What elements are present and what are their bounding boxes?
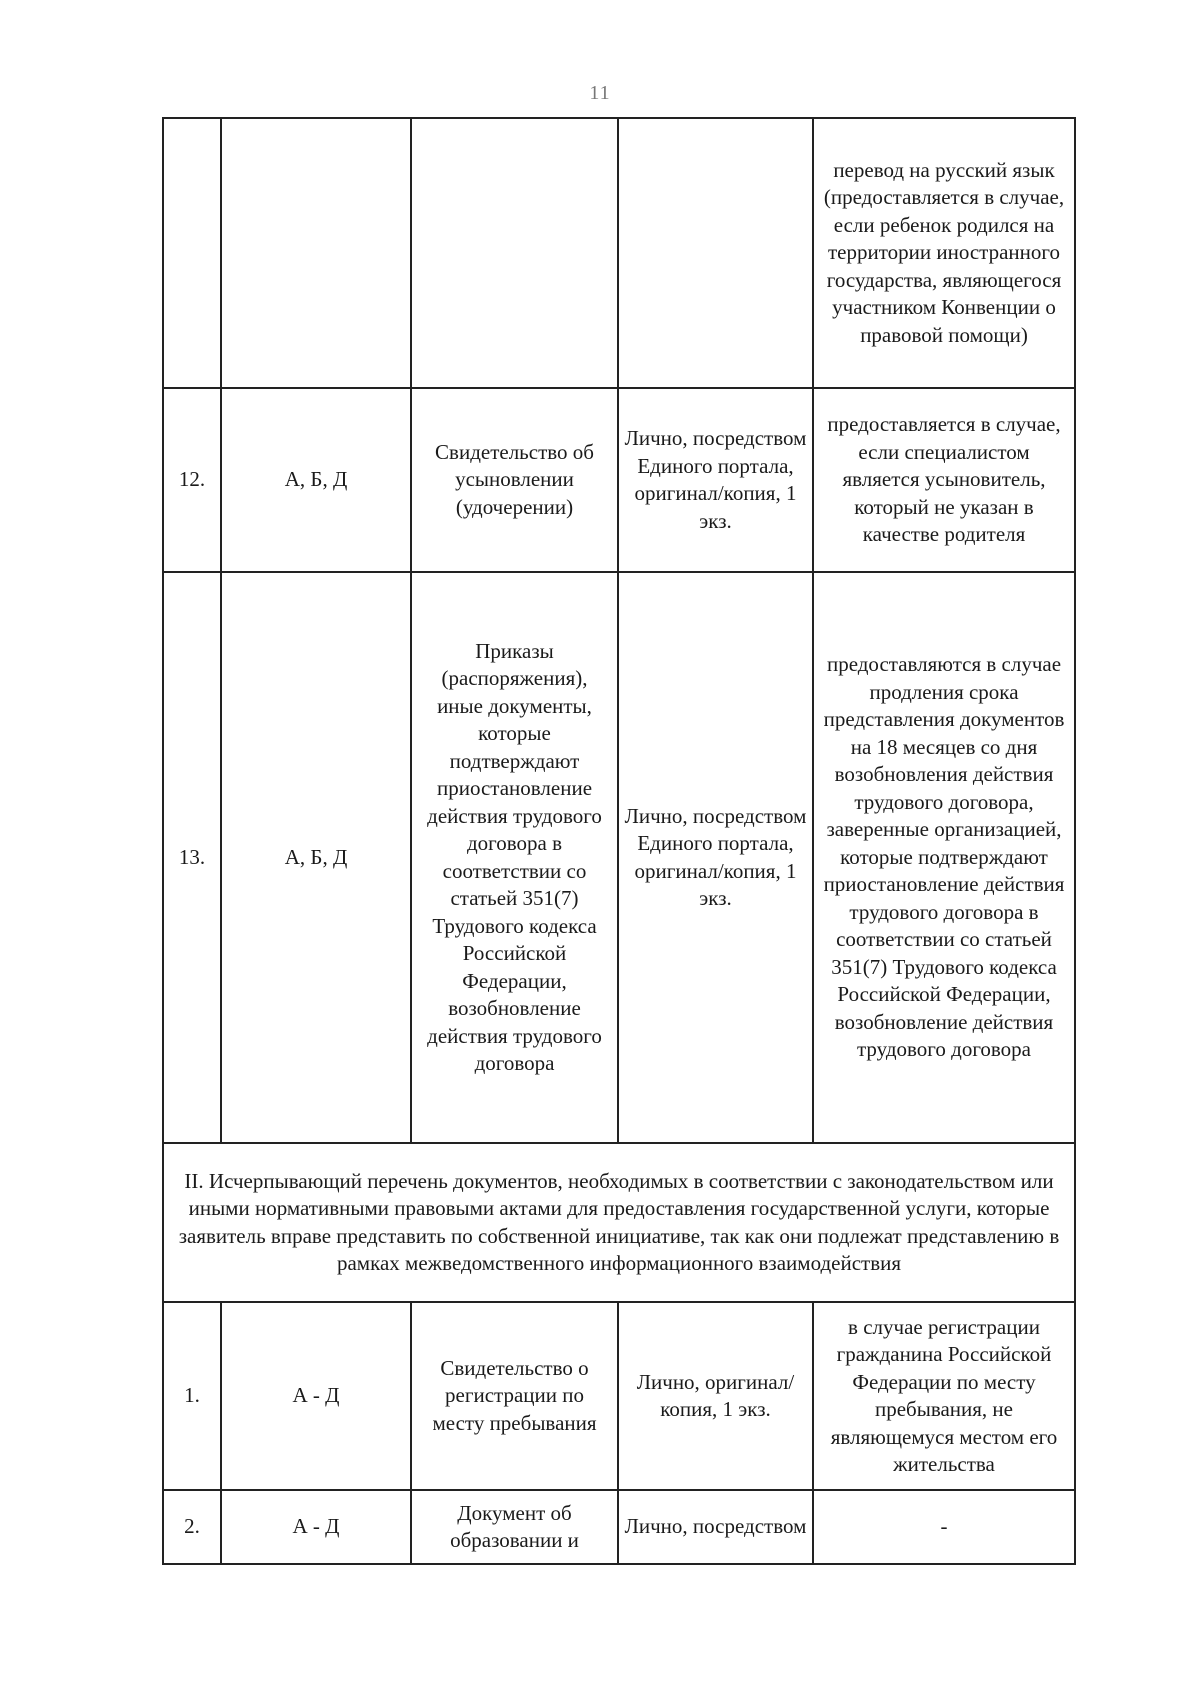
- documents-table: [162, 117, 1076, 1565]
- table-row: [163, 388, 1075, 572]
- row-note: предоставляются в случае продления срока представления документов на 18 месяцев со дня возобновления действия трудового договора, заверенные организацией, которые подтверждают приостановление действия трудового договора в соответствии со статьей 351(7) Трудового кодекса Российской Федерации, возобновление действия трудового договора: [813, 572, 1075, 1143]
- row-number: [163, 118, 221, 388]
- row-method: Лично, посредством Единого портала, оригинал/копия, 1 экз.: [618, 388, 813, 572]
- row-note: перевод на русский язык (предоставляется в случае, если ребенок родился на территории иностранного государства, являющегося участником Конвенции о правовой помощи): [813, 118, 1075, 388]
- table-row: [163, 1490, 1075, 1564]
- row-category: А, Б, Д: [221, 572, 411, 1143]
- row-document: [411, 118, 618, 388]
- table-row: [163, 118, 1075, 388]
- row-method: Лично, посредством: [618, 1490, 813, 1564]
- row-number: 13.: [163, 572, 221, 1143]
- section-heading-row: [163, 1143, 1075, 1302]
- row-note: в случае регистрации гражданина Российской Федерации по месту пребывания, не являющемуся местом его жительства: [813, 1302, 1075, 1490]
- row-document: Приказы (распоряжения), иные документы, которые подтверждают приостановление действия трудового договора в соответствии со статьей 351(7) Трудового кодекса Российской Федерации, возобновление действия трудового договора: [411, 572, 618, 1143]
- row-category: А - Д: [221, 1490, 411, 1564]
- row-note: -: [813, 1490, 1075, 1564]
- row-document: Свидетельство об усыновлении (удочерении): [411, 388, 618, 572]
- row-note: предоставляется в случае, если специалистом является усыновитель, который не указан в качестве родителя: [813, 388, 1075, 572]
- row-method: Лично, оригинал/копия, 1 экз.: [618, 1302, 813, 1490]
- row-document: Свидетельство о регистрации по месту пребывания: [411, 1302, 618, 1490]
- row-document: Документ об образовании и: [411, 1490, 618, 1564]
- row-number: 1.: [163, 1302, 221, 1490]
- row-method: [618, 118, 813, 388]
- row-number: 2.: [163, 1490, 221, 1564]
- section-heading: II. Исчерпывающий перечень документов, необходимых в соответствии с законодательством или иными нормативными правовыми актами для предоставления государственной услуги, которые заявитель вправе представить по собственной инициативе, так как они подлежат представлению в рамках межведомственного информационного взаимодействия: [163, 1143, 1075, 1302]
- row-method: Лично, посредством Единого портала, оригинал/копия, 1 экз.: [618, 572, 813, 1143]
- row-category: А, Б, Д: [221, 388, 411, 572]
- row-number: 12.: [163, 388, 221, 572]
- row-category: А - Д: [221, 1302, 411, 1490]
- row-category: [221, 118, 411, 388]
- table-row: [163, 572, 1075, 1143]
- page-number: 11: [589, 82, 611, 104]
- table-row: [163, 1302, 1075, 1490]
